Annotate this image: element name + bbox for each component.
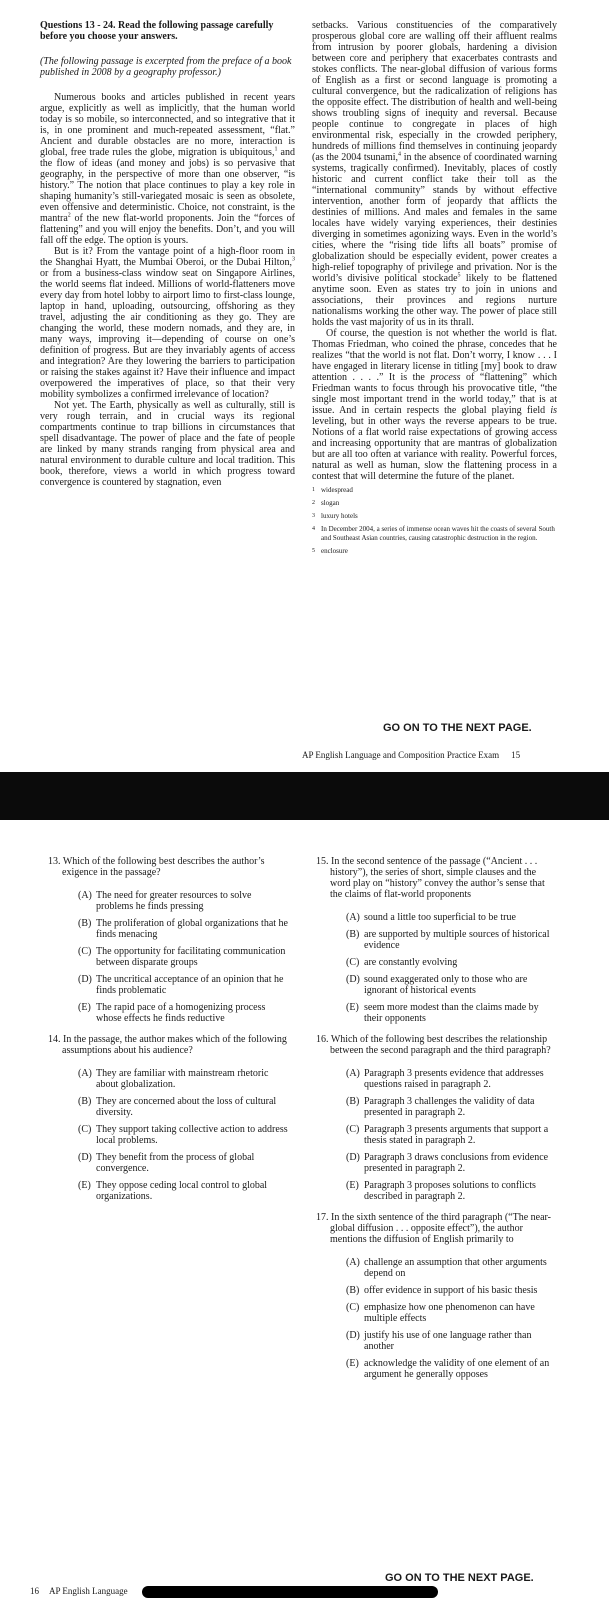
answer-option-d[interactable]: (D) The uncritical acceptance of an opinion that he finds problematic	[78, 974, 284, 996]
passage-paragraph-1: Numerous books and articles published in recent years argue, explicitly as well as implicitly, that the human world today is so mobile, so interconnected, and so integrative that it is, in one prominent and much-repeated assessment, “flat.” Ancient and durable obstacles are no more, interaction is global, free trade rules the globe, migration is ubiquitous,$^1$ and the flow of ideas (and money and jobs) is so pervasive that geography, in the perspective of more than one observer, “is history.” The notion that place continues to play a key role in shaping humanity’s still-variegated mosaic is seen as obsolete, even offensive and deterministic. Choice, not constraint, is the mantra$^2$ of the new flat-world proponents. Join the “forces of flattening” and you will enjoy the benefits. Don’t, and you will fall off the edge. The option is yours.	[40, 92, 295, 246]
answer-option-e[interactable]: (E) The rapid pace of a homogenizing process whose effects he finds reductive	[78, 1002, 266, 1024]
go-on-notice: GO ON TO THE NEXT PAGE.	[385, 1572, 534, 1584]
redaction-bar	[142, 1586, 438, 1598]
answer-option-e[interactable]: (E) seem more modest than the claims made by their opponents	[346, 1002, 539, 1024]
answer-option-b[interactable]: (B) are supported by multiple sources of historical evidence	[346, 929, 550, 951]
answer-option-d[interactable]: (D) They benefit from the process of global convergence.	[78, 1152, 255, 1174]
footnote: 3 luxury hotels	[312, 512, 358, 520]
answer-options	[316, 1068, 551, 1202]
question-stem: 13. Which of the following best describes the author’s exigence in the passage?	[48, 856, 265, 878]
answer-option-d[interactable]: (D) Paragraph 3 draws conclusions from evidence presented in paragraph 2.	[346, 1152, 549, 1174]
page-number: 16	[30, 1586, 39, 1596]
question-16	[316, 1034, 551, 1202]
questions-column-right	[316, 856, 551, 1386]
answer-option-c[interactable]: (C) They support taking collective action to address local problems.	[78, 1124, 288, 1146]
question-stem: 16. Which of the following best describes the relationship between the second paragraph and the third paragraph?	[316, 1034, 551, 1056]
question-15	[316, 856, 551, 1024]
answer-option-a[interactable]: (A) challenge an assumption that other arguments depend on	[346, 1257, 547, 1279]
footnote: 4 In December 2004, a series of immense ocean waves hit the coasts of several South and Southeast Asian countries, causing catastrophic destruction in the region.	[312, 525, 555, 542]
question-14	[48, 1034, 288, 1202]
footer-title: AP English Language and Composition Practice Exam	[302, 750, 500, 760]
page-footer	[302, 750, 520, 760]
footnote-ref-2: 2	[67, 212, 71, 219]
answer-options	[48, 890, 288, 1024]
passage-column-right	[312, 20, 557, 556]
page-divider	[0, 772, 609, 820]
footnote-ref-4: 4	[398, 151, 402, 158]
footnote-ref-1: 1	[274, 146, 278, 153]
answer-option-d[interactable]: (D) sound exaggerated only to those who are ignorant of historical events	[346, 974, 528, 996]
answer-option-c[interactable]: (C) The opportunity for facilitating communication between disparate groups	[78, 946, 286, 968]
answer-options	[48, 1068, 288, 1202]
passage-paragraph-3-continued: setbacks. Various constituencies of the comparatively prosperous global core are walling off their affluent realms from intrusion by poorer globals, hardening a division between core and periphery that exacerbates contrasts and stokes conflicts. The near-global diffusion of various forms of English as a first or second language is promoting a cultural convergence, but the radicalization of religions has the opposite effect. The distribution of health and well-being shows troubling signs of inequity and reversal. Because people continue to congregate in places of high environmental risk, especially in the crowded periphery, hundreds of millions find themselves in continuing jeopardy (as the 2004 tsunami,$^4$ in the absence of coordinated warning systems, tragically confirmed). Inevitably, places of costly historic and current conflict take their toll as the “international community” stands by without effective intervention, another form of jeopardy that afflicts the destinies of millions. And males and females in the same locales have widely varying experiences, their destinies diverging in sometimes agonizing ways. Even in the world’s cities, where the “rising tide lifts all boats” promise of globalization should be especially evident, power creates a high-relief topography of privilege and privation. Nor is the world’s divisive political stockade$^5$ likely to be flattened anytime soon. Even as states try to join in unions and associations, their provinces and regions nurture nationalisms working the other way. The power of place still holds the vast majority of us in its thrall.	[312, 20, 557, 328]
go-on-notice: GO ON TO THE NEXT PAGE.	[383, 722, 532, 734]
answer-option-b[interactable]: (B) They are concerned about the loss of cultural diversity.	[78, 1096, 277, 1118]
footnote: 5 enclosure	[312, 547, 348, 555]
passage-paragraph-3: Not yet. The Earth, physically as well as culturally, still is very rough terrain, and in crucial ways its regional compartments continue to trap billions in circumstances that spell disadvantage. The power of place and the fate of people are linked by many strands ranging from physical area and natural environment to durable culture and local tradition. This book, therefore, views a world in which progress toward convergence is countered by stagnation, even	[40, 400, 295, 488]
footnote: 1 widespread	[312, 486, 353, 494]
question-13	[48, 856, 288, 1024]
passage-paragraph-4: Of course, the question is not whether the world is flat. Thomas Friedman, who coined the phrase, concedes that he realizes “that the world is not flat. Don’t worry, I know . . . I have engaged in literary license in titling [my] book to draw attention . . . .” It is the process of “flattening” which Friedman wants to focus through his provocative title, “the single most important trend in the world today,” that is at issue. And in certain respects the global playing field is leveling, but in other ways the reverse appears to be true. Notions of a flat world raise expectations of growing access and increasing opportunity that are mantras of globalization but are all too often at variance with reality. Powerful forces, natural as well as human, slow the flattening process in a contest that will determine the future of the planet.	[312, 328, 557, 482]
answer-option-a[interactable]: (A) They are familiar with mainstream rhetoric about globalization.	[78, 1068, 269, 1090]
questions-header: Questions 13 - 24. Read the following passage carefully before you choose your answers.	[40, 20, 274, 42]
question-stem: 14. In the passage, the author makes which of the following assumptions about his audience?	[48, 1034, 287, 1056]
footer-title: AP English Language	[49, 1586, 128, 1596]
answer-option-b[interactable]: (B) Paragraph 3 challenges the validity of data presented in paragraph 2.	[346, 1096, 535, 1118]
passage-introduction: (The following passage is excerpted from the preface of a book published in 2008 by a geography professor.)	[40, 56, 292, 78]
page-number: 15	[511, 750, 521, 760]
question-stem: 15. In the second sentence of the passage (“Ancient . . . history”), the series of short, simple clauses and the word play on “history” convey the author’s sense that the claims of flat-world proponents	[316, 856, 545, 900]
answer-options	[316, 912, 551, 1024]
footnote: 2 slogan	[312, 499, 340, 507]
answer-option-e[interactable]: (E) acknowledge the validity of one element of an argument he generally opposes	[346, 1358, 550, 1380]
answer-option-b[interactable]: (B) offer evidence in support of his basic thesis	[346, 1285, 538, 1296]
answer-option-a[interactable]: (A) Paragraph 3 presents evidence that addresses questions raised in paragraph 2.	[346, 1068, 544, 1090]
answer-option-c[interactable]: (C) emphasize how one phenomenon can have multiple effects	[346, 1302, 535, 1324]
question-17	[316, 1212, 551, 1380]
answer-option-b[interactable]: (B) The proliferation of global organizations that he finds menacing	[78, 918, 288, 940]
answer-options	[316, 1257, 551, 1380]
page-footer	[30, 1586, 128, 1596]
exam-page-16	[0, 820, 609, 1584]
exam-page-15	[0, 0, 609, 772]
footnotes	[312, 486, 557, 556]
passage-column-left	[40, 20, 295, 488]
footnote-ref-3: 3	[292, 256, 295, 263]
answer-option-e[interactable]: (E) Paragraph 3 proposes solutions to conflicts described in paragraph 2.	[346, 1180, 536, 1202]
answer-option-d[interactable]: (D) justify his use of one language rather than another	[346, 1330, 532, 1352]
passage-paragraph-2: But is it? From the vantage point of a high-floor room in the Shanghai Hyatt, the Mumbai Oberoi, or the Dubai Hilton,$^3$ or from a business-class window seat on Singapore Airlines, the world seems flat indeed. Millions of world-flatteners move every day from hotel lobby to airport limo to first-class lounge, laptop in hand, uploading, outsourcing, offshoring as they travel, adjusting the air conditioning as they go. They are changing the world, these modern nomads, and they are, in many ways, improving it—depending of course on one’s definition of progress. But are they invariably agents of access and integration? Are they lowering the barriers to participation or raising the stakes against it? Have their influence and impact overpowered the imperatives of place, so that their very mobility symbolizes a confirmed irrelevance of location?	[40, 246, 295, 400]
answer-option-e[interactable]: (E) They oppose ceding local control to global organizations.	[78, 1180, 268, 1202]
question-stem: 17. In the sixth sentence of the third paragraph (“The near-global diffusion . . . opposite effect”), the author mentions the diffusion of English primarily to	[316, 1212, 551, 1245]
answer-option-a[interactable]: (A) The need for greater resources to solve problems he finds pressing	[78, 890, 252, 912]
answer-option-a[interactable]: (A) sound a little too superficial to be true	[346, 912, 516, 923]
footnote-ref-5: 5	[457, 272, 461, 279]
questions-column-left	[48, 856, 288, 1208]
answer-option-c[interactable]: (C) are constantly evolving	[346, 957, 458, 968]
answer-option-c[interactable]: (C) Paragraph 3 presents arguments that support a thesis stated in paragraph 2.	[346, 1124, 549, 1146]
